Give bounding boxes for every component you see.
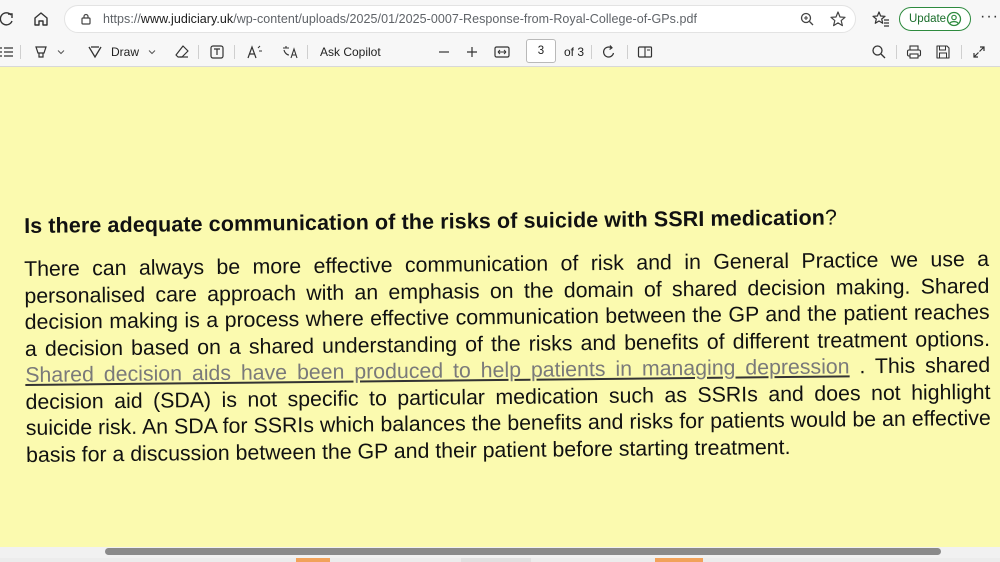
url-path: /wp-content/uploads/2025/01/2025-0007-Response-from-Royal-College-of-GPs.pdf bbox=[233, 12, 697, 26]
taskbar-accent bbox=[296, 558, 330, 562]
rotate-icon[interactable] bbox=[601, 43, 617, 61]
url-host: www.judiciary.uk bbox=[140, 12, 234, 26]
taskbar-accent bbox=[655, 558, 703, 562]
page-number-input[interactable]: 3 bbox=[526, 39, 556, 63]
paragraph-text-start: There can always be more effective communication of risk and in General Practice we use a personalised care approach with an emphasis on the domain of shared decision making. Shared decision making is a process where effective communication between the GP and the patient reaches a decision based on a shared understanding of the risks and benefits of different treatment options. bbox=[24, 246, 991, 361]
url-prefix: https:// bbox=[103, 12, 141, 26]
lock-icon[interactable] bbox=[79, 12, 93, 26]
taskbar-accent bbox=[461, 558, 531, 562]
favorites-icon[interactable] bbox=[872, 10, 890, 28]
section-heading bbox=[24, 205, 837, 239]
highlight-icon[interactable] bbox=[33, 43, 49, 61]
expand-icon[interactable] bbox=[972, 43, 986, 61]
scrollbar-thumb[interactable] bbox=[105, 548, 941, 555]
read-aloud-icon[interactable] bbox=[246, 43, 264, 61]
chevron-down-icon[interactable] bbox=[148, 43, 156, 61]
toolbar-divider bbox=[627, 45, 628, 59]
shared-decision-aids-link[interactable]: Shared decision aids have been produced to help patients in managing depression bbox=[25, 354, 850, 387]
toolbar-divider bbox=[234, 45, 235, 59]
zoom-icon[interactable] bbox=[799, 11, 815, 27]
bottom-strip bbox=[0, 558, 1000, 562]
ask-copilot-button[interactable]: Ask Copilot bbox=[320, 45, 381, 59]
contents-icon[interactable] bbox=[0, 43, 14, 61]
save-icon[interactable] bbox=[935, 43, 951, 61]
draw-button-label[interactable]: Draw bbox=[111, 45, 140, 59]
profile-avatar-icon bbox=[946, 11, 962, 27]
update-label: Update bbox=[909, 13, 947, 25]
translate-icon[interactable] bbox=[281, 43, 299, 61]
refresh-icon[interactable] bbox=[0, 9, 14, 29]
page-total: of 3 bbox=[564, 45, 585, 59]
url-text bbox=[103, 12, 697, 26]
home-icon[interactable] bbox=[30, 8, 52, 30]
zoom-in-icon[interactable] bbox=[466, 43, 478, 61]
toolbar-divider bbox=[198, 45, 199, 59]
heading-question-mark: ? bbox=[824, 205, 838, 230]
browser-address-bar bbox=[0, 0, 1000, 38]
page-view-icon[interactable] bbox=[637, 43, 653, 61]
body-paragraph bbox=[24, 246, 991, 468]
toolbar-divider bbox=[20, 45, 21, 59]
eraser-icon[interactable] bbox=[174, 43, 190, 61]
toolbar-divider bbox=[307, 45, 308, 59]
draw-icon[interactable] bbox=[87, 43, 103, 61]
chevron-down-icon[interactable] bbox=[57, 43, 65, 61]
toolbar-divider bbox=[591, 45, 592, 59]
pdf-page bbox=[0, 67, 1000, 547]
paragraph-text-end: . This shared decision aid (SDA) is not specific to particular medication such as SSRIs and does not highlight suicide risk. An SDA for SSRIs which balances the benefits and risks for patients would be an effective basis for a discussion between the GP and their patient before starting treatment. bbox=[25, 352, 991, 467]
fit-page-icon[interactable] bbox=[494, 43, 510, 61]
pdf-toolbar bbox=[0, 38, 1000, 67]
toolbar-divider bbox=[896, 45, 897, 59]
text-box-icon[interactable] bbox=[209, 43, 225, 61]
zoom-out-icon[interactable] bbox=[438, 43, 450, 61]
more-options-icon[interactable]: ··· bbox=[980, 8, 999, 25]
favorite-star-icon[interactable] bbox=[829, 10, 847, 28]
search-icon[interactable] bbox=[871, 43, 887, 61]
toolbar-divider bbox=[961, 45, 962, 59]
update-button[interactable] bbox=[899, 7, 971, 31]
heading-text: Is there adequate communication of the risks of suicide with SSRI medication bbox=[24, 205, 826, 238]
print-icon[interactable] bbox=[906, 43, 922, 61]
url-input[interactable] bbox=[64, 5, 856, 33]
